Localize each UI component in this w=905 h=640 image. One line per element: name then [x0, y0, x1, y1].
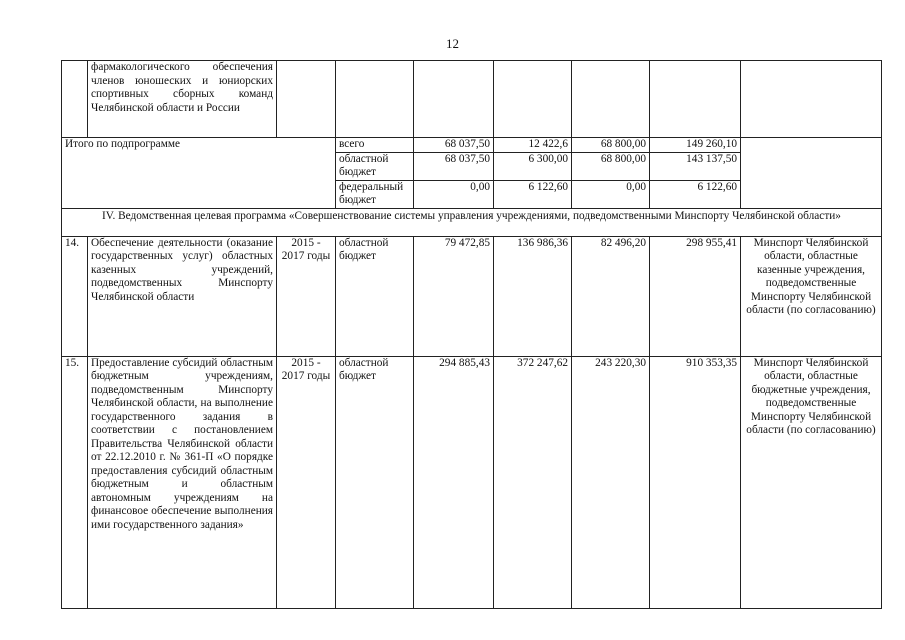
subtotal-total: 149 260,10	[650, 138, 741, 153]
item-total: 298 955,41	[650, 236, 741, 356]
subtotal-v2: 6 300,00	[494, 152, 572, 180]
item-v3: 243 220,30	[572, 356, 650, 608]
table-row	[62, 236, 882, 356]
continuation-text: фармакологического обеспечения членов юношеских и юниорских спортивных сборных команд Челябинской области и России	[88, 61, 277, 138]
subtotal-v2: 12 422,6	[494, 138, 572, 153]
subtotal-total: 143 137,50	[650, 152, 741, 180]
item-period: 2015 - 2017 годы	[277, 236, 336, 356]
program-table	[61, 60, 882, 609]
subtotal-source: федеральный бюджет	[336, 180, 414, 208]
continuation-period-cell	[277, 61, 336, 138]
subtotal-v2: 6 122,60	[494, 180, 572, 208]
continuation-num-cell	[62, 61, 88, 138]
continuation-total-cell	[650, 61, 741, 138]
item-v2: 372 247,62	[494, 356, 572, 608]
continuation-executor-cell	[741, 61, 882, 138]
continuation-v3-cell	[572, 61, 650, 138]
item-text: Предоставление субсидий областным бюджетным учреждениям, подведомственным Минспорту Челябинской области, на выполнение государственного задания в соответствии с постановлением Правительства Челябинской области от 22.12.2010 г. № 361-П «О порядке предоставления субсидий областным бюджетным и областным автономным учреждениям на финансовое обеспечение выполнения ими государственного задания»	[88, 356, 277, 608]
item-v3: 82 496,20	[572, 236, 650, 356]
continuation-source-cell	[336, 61, 414, 138]
item-executor: Минспорт Челябинской области, областные казенные учреждения, подведомственные Минспорту Челябинской области (по согласованию)	[741, 236, 882, 356]
continuation-row	[62, 61, 882, 138]
item-text: Обеспечение деятельности (оказание государственных услуг) областных казенных учреждений, подведомственных Минспорту Челябинской области	[88, 236, 277, 356]
subtotal-v1: 68 037,50	[414, 152, 494, 180]
continuation-v1-cell	[414, 61, 494, 138]
table-row	[62, 356, 882, 608]
item-v1: 294 885,43	[414, 356, 494, 608]
item-period: 2015 - 2017 годы	[277, 356, 336, 608]
subtotal-v1: 0,00	[414, 180, 494, 208]
page-number: 12	[446, 36, 459, 51]
section-row	[62, 208, 882, 236]
subtotal-total: 6 122,60	[650, 180, 741, 208]
subtotal-source: всего	[336, 138, 414, 153]
subtotal-source: областной бюджет	[336, 152, 414, 180]
subtotal-executor-cell	[741, 138, 882, 209]
subtotal-v3: 68 800,00	[572, 152, 650, 180]
item-v1: 79 472,85	[414, 236, 494, 356]
item-source: областной бюджет	[336, 356, 414, 608]
subtotal-v3: 68 800,00	[572, 138, 650, 153]
item-number: 15.	[62, 356, 88, 608]
subtotal-row	[62, 138, 882, 153]
subtotal-v3: 0,00	[572, 180, 650, 208]
subtotal-v1: 68 037,50	[414, 138, 494, 153]
item-executor: Минспорт Челябинской области, областные бюджетные учреждения, подведомственные Минспорту Челябинской области (по согласованию)	[741, 356, 882, 608]
item-number: 14.	[62, 236, 88, 356]
subtotal-label: Итого по подпрограмме	[62, 138, 336, 209]
item-source: областной бюджет	[336, 236, 414, 356]
item-total: 910 353,35	[650, 356, 741, 608]
section-title: IV. Ведомственная целевая программа «Совершенствование системы управления учреждениями, подведомственными Минспорту Челябинской области»	[62, 208, 882, 236]
continuation-v2-cell	[494, 61, 572, 138]
item-v2: 136 986,36	[494, 236, 572, 356]
